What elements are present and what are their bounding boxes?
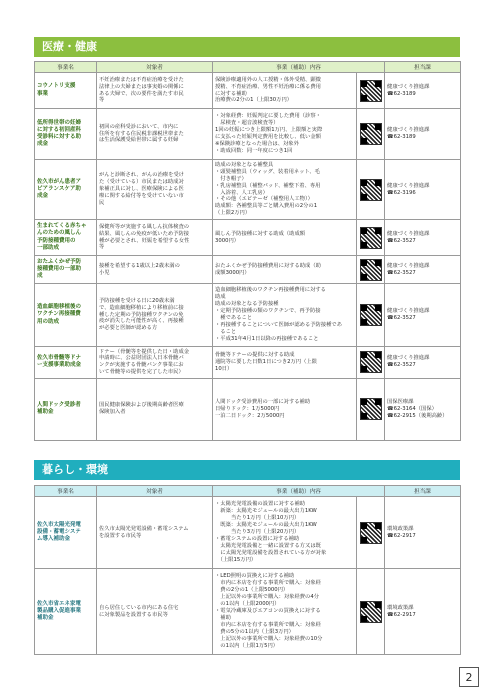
program-name: 佐久市省エネ家電 製品購入促進事業 補助金 [35,569,97,655]
department-contact: 国保医療課 ☎62-3164（国保） ☎62-2915（後期高齢） [385,378,461,440]
eligibility: 保健所等が実施する風しん抗体検査の 結果、風しんの免疫が低いため予防接 種が必要とされ、妊娠を希望する女性 等 [97,220,213,256]
section-title-medical: 医療・健康 [34,37,460,57]
department-contact: 健康づくり推進課 ☎62-3527 [385,284,461,347]
program-name: 佐久市骨髄等ドナ ー支援事業助成金 [35,347,97,379]
department-contact: 健康づくり推進課 ☎62-3527 [385,347,461,379]
table-row [35,378,461,440]
eligibility: がんと診断され、がんの治療を受け た（受けている）市民または助成対 象補正具に対し、医療保険による医 療に関する給付等を受けていない市 民 [97,160,213,220]
header-content: 事業（補助）内容 [213,486,385,497]
qr-code-icon[interactable] [360,259,382,281]
qr-code-icon[interactable] [360,123,382,145]
table-row [35,347,461,379]
program-name: おたふくかぜ予防 接種費用の一部助 成 [35,256,97,284]
program-name: 造血細胞移植後の ワクチン再接種費 用の助成 [35,284,97,347]
program-content: おたふくかぜ予防接種費用に対する助成（助 成額3000円） [213,256,357,284]
header-target: 対象者 [97,62,213,73]
program-content: 風しん予防接種に対する助成（助成額 3000円） [213,220,357,256]
program-name: コウノトリ支援 事業 [35,73,97,109]
table-row [35,73,461,109]
table-row [35,160,461,220]
section-title-living: 暮らし・環境 [34,460,460,480]
program-content: ・太陽光発電設備の設置に対する補助 新築：太陽光モジュールの最大出力1KW 当たり1万円（上限10万円） 既築：太陽光モジュールの最大出力1KW 当たり3万円（上限20万円） ・蓄電システムの設置に対する補助 太陽光発電設備と一緒に設置する方又は既 に太陽光発電設備を設置されている方が対象 （上限15万円） [213,497,357,569]
program-content: 骨髄等ドナーの提供に対する助成 通院等に要した日数1日につき2万円（上限 10日） [213,347,357,379]
table-row [35,109,461,160]
qr-code-icon[interactable] [360,522,382,544]
header-target: 対象者 [97,486,213,497]
qr-code-icon[interactable] [360,351,382,373]
qr-code-icon[interactable] [360,227,382,249]
department-contact: 環境政策課 ☎62-2917 [385,497,461,569]
header-dept: 担当課 [385,486,461,497]
table-row [35,256,461,284]
header-item: 事業名 [35,62,97,73]
department-contact: 健康づくり推進課 ☎62-3189 [385,73,461,109]
qr-code-icon[interactable] [360,601,382,623]
eligibility: 不妊治療または不育症治療を受けた 法律上の夫婦または事実婚の関係に ある夫婦で、次の要件を満たす市民 等 [97,73,213,109]
program-content: 人間ドック受診費用の一部に対する補助 日帰りドック：1万5000円 一泊二日ドック：2万5000円 [213,378,357,440]
program-name: 佐久市太陽光発電 設備・蓄電システ ム導入補助金 [35,497,97,569]
department-contact: 健康づくり推進課 ☎62-3527 [385,256,461,284]
eligibility: 佐久市太陽光発電設備・蓄電システム を設置する市民等 [97,497,213,569]
eligibility: 初回の産科受診において、市内に 住所を有する住民税非課税世帯また は生活保護受給世帯に属する妊婦 [97,109,213,160]
department-contact: 健康づくり推進課 ☎62-3196 [385,160,461,220]
program-name: 佐久市がん患者ア ピアランスケア助 成金 [35,160,97,220]
medical-table [34,61,461,441]
header-item: 事業名 [35,486,97,497]
table-row [35,569,461,655]
program-name: 低所得世帯の妊婦 に対する初回産科 受診料に対する助 成金 [35,109,97,160]
department-contact: 健康づくり推進課 ☎62-3527 [385,220,461,256]
qr-code-icon[interactable] [360,304,382,326]
qr-code-icon[interactable] [360,398,382,420]
table-row [35,220,461,256]
table-row [35,497,461,569]
program-content: 助成の対象となる補整具 ・頭髪補整具（ウィッグ、装着用ネット、毛 付き帽子） ・乳房補整具（補整パッド、補整下着、専用 入浴着、人工乳房） ・その他（エピテーゼ（補整用人工物）） 助成額：各補整具等ごと購入費用の2分の1 （上限2万円） [213,160,357,220]
department-contact: 環境政策課 ☎62-2917 [385,569,461,655]
qr-code-icon[interactable] [360,80,382,102]
header-dept: 担当課 [385,62,461,73]
living-table [34,485,461,655]
department-contact: 健康づくり推進課 ☎62-3189 [385,109,461,160]
table-row [35,284,461,347]
program-content: 保険診療適用外の人工授精・体外受精、顕微 授精、不育症治療、男性不妊治療に係る費用 に対する補助 治療費の2分の1（上限30万円） [213,73,357,109]
eligibility: 国民健康保険および後期高齢者医療 保険加入者 [97,378,213,440]
program-name: 人間ドック受診者 補助金 [35,378,97,440]
header-content: 事業（補助）内容 [213,62,385,73]
program-content: 造血細胞移植後のワクチン再接種費用に対する 助成 助成の対象となる予防接種 ・定期予防接種の類のワクチンで、再予防接 種であること ・再接種することについて医師が認める予防接種であ ること ・平成31年4月1日以降の再接種であること [213,284,357,347]
program-content: ・LED照明の買換えに対する補助 市内に本店を有する事業所で購入：対象経 費の2分の1（上限5000円） 上記以外の事業所で購入：対象経費の4分 の1以内（上限2000円） ・電気冷蔵庫及びエアコンの買換えに対する 補助 市内に本店を有する事業所で購入：対象経 費の5分の1以内（上限3万円） 上記以外の事業所で購入：対象経費の10分 の1以内（上限1万5円） [213,569,357,655]
eligibility: 予防接種を受ける日に20歳未満 で、造血細胞移植により移植前に接 種した定期の予防接種ワクチンの免 疫が消失した可能性が高く、再接種 が必要と医師が認める方 [97,284,213,347]
page-number: 2 [459,667,479,687]
program-content: ・対象経費：妊娠判定に要した費用（診察・ 尿検査・超音波検査等） 1回の妊娠につき上限額1万円、上限額と実際 に支払った妊娠判定費用を比較し、低い金額 ※保険診療となった場合は、対象外 ・助成回数：同一年度につき1回 [213,109,357,160]
program-name: 生まれてくる赤ちゃ んのための風しん 予防接種費用の 一部助成 [35,220,97,256]
eligibility: ドナー（骨髄等を提供した日・助成金 申請時に、公益財団法人日本骨髄バ ンクが実施する骨髄バンク事業にお いて骨髄等の提供を完了した市民） [97,347,213,379]
qr-code-icon[interactable] [360,179,382,201]
eligibility: 接種を希望する1歳以上2歳未満の 小児 [97,256,213,284]
eligibility: 自ら居住している市内にある住宅 に対象製品を設置する市民等 [97,569,213,655]
